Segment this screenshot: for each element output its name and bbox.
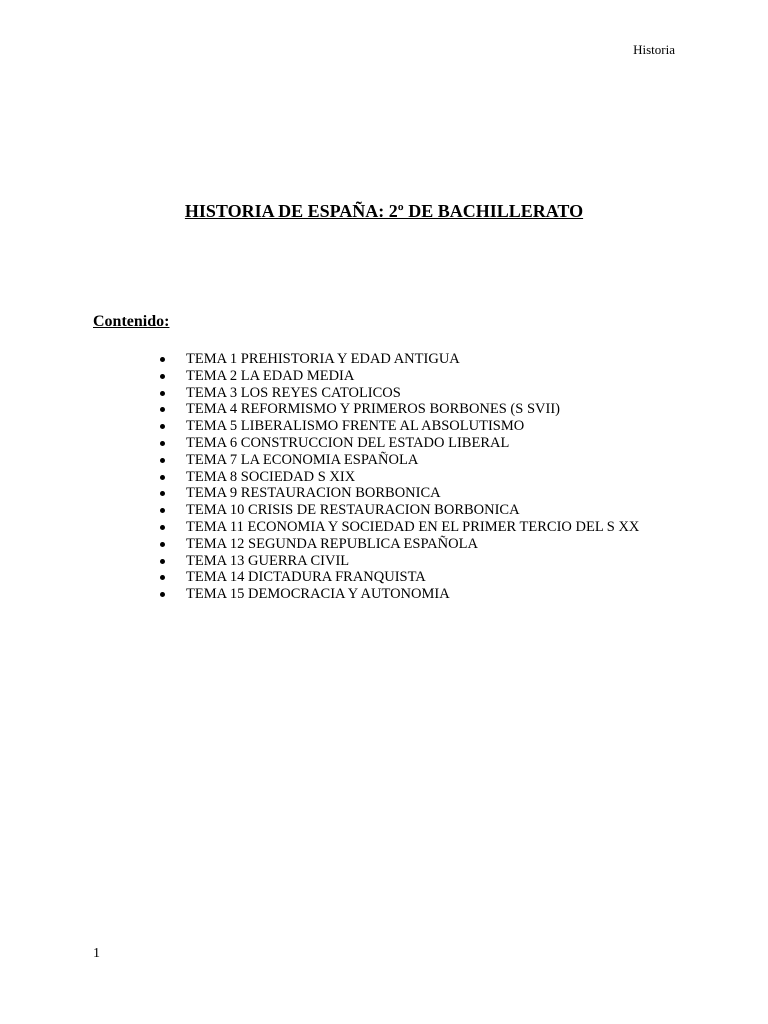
bullet-icon bbox=[160, 374, 165, 379]
bullet-icon bbox=[160, 508, 165, 513]
contents-heading: Contenido: bbox=[93, 313, 170, 330]
document-title: HISTORIA DE ESPAÑA: 2º DE BACHILLERATO bbox=[184, 201, 584, 221]
topic-label: TEMA 1 PREHISTORIA Y EDAD ANTIGUA bbox=[186, 351, 460, 367]
topic-label: TEMA 14 DICTADURA FRANQUISTA bbox=[186, 569, 426, 586]
list-item bbox=[160, 351, 639, 368]
list-item bbox=[160, 401, 639, 418]
topic-label: TEMA 2 LA EDAD MEDIA bbox=[186, 367, 355, 384]
topic-label: TEMA 4 REFORMISMO Y PRIMEROS BORBONES (S SVII) bbox=[186, 401, 560, 418]
bullet-icon bbox=[160, 491, 165, 496]
list-item bbox=[160, 435, 639, 452]
list-item bbox=[160, 519, 639, 536]
list-item bbox=[160, 385, 639, 402]
topic-label: TEMA 12 SEGUNDA REPUBLICA ESPAÑOLA bbox=[186, 535, 478, 552]
list-item bbox=[160, 536, 639, 553]
list-item bbox=[160, 502, 639, 519]
list-item bbox=[160, 586, 639, 603]
list-item bbox=[160, 452, 639, 469]
list-item bbox=[160, 368, 639, 385]
bullet-icon bbox=[160, 575, 165, 580]
bullet-icon bbox=[160, 475, 165, 480]
topic-label: TEMA 9 RESTAURACION BORBONICA bbox=[186, 485, 441, 502]
bullet-icon bbox=[160, 458, 165, 463]
bullet-icon bbox=[160, 525, 165, 530]
topic-label: TEMA 10 CRISIS DE RESTAURACION BORBONICA bbox=[186, 502, 520, 519]
topic-label: TEMA 5 LIBERALISMO FRENTE AL ABSOLUTISMO bbox=[186, 418, 525, 435]
bullet-icon bbox=[160, 542, 165, 547]
topic-label: TEMA 6 CONSTRUCCION DEL ESTADO LIBERAL bbox=[186, 434, 510, 451]
bullet-icon bbox=[160, 441, 165, 446]
list-item bbox=[160, 418, 639, 435]
topic-label: TEMA 13 GUERRA CIVIL bbox=[186, 552, 350, 569]
bullet-icon bbox=[160, 559, 165, 564]
bullet-icon bbox=[160, 391, 165, 396]
running-header: Historia bbox=[633, 42, 675, 57]
bullet-icon bbox=[160, 592, 165, 597]
list-item bbox=[160, 569, 639, 586]
bullet-icon bbox=[160, 424, 165, 429]
topic-label: TEMA 15 DEMOCRACIA Y AUTONOMIA bbox=[186, 586, 450, 603]
bullet-icon bbox=[160, 357, 165, 362]
topic-label: TEMA 8 SOCIEDAD S XIX bbox=[186, 468, 356, 485]
page-number: 1 bbox=[93, 946, 100, 961]
topic-label: TEMA 7 LA ECONOMIA ESPAÑOLA bbox=[186, 451, 419, 468]
list-item bbox=[160, 469, 639, 486]
topic-label: TEMA 3 LOS REYES CATOLICOS bbox=[186, 384, 401, 401]
topic-label: TEMA 11 ECONOMIA Y SOCIEDAD EN EL PRIMER TERCIO DEL S XX bbox=[186, 518, 640, 535]
list-item bbox=[160, 485, 639, 502]
bullet-icon bbox=[160, 407, 165, 412]
list-item bbox=[160, 553, 639, 570]
topic-list bbox=[160, 351, 639, 603]
